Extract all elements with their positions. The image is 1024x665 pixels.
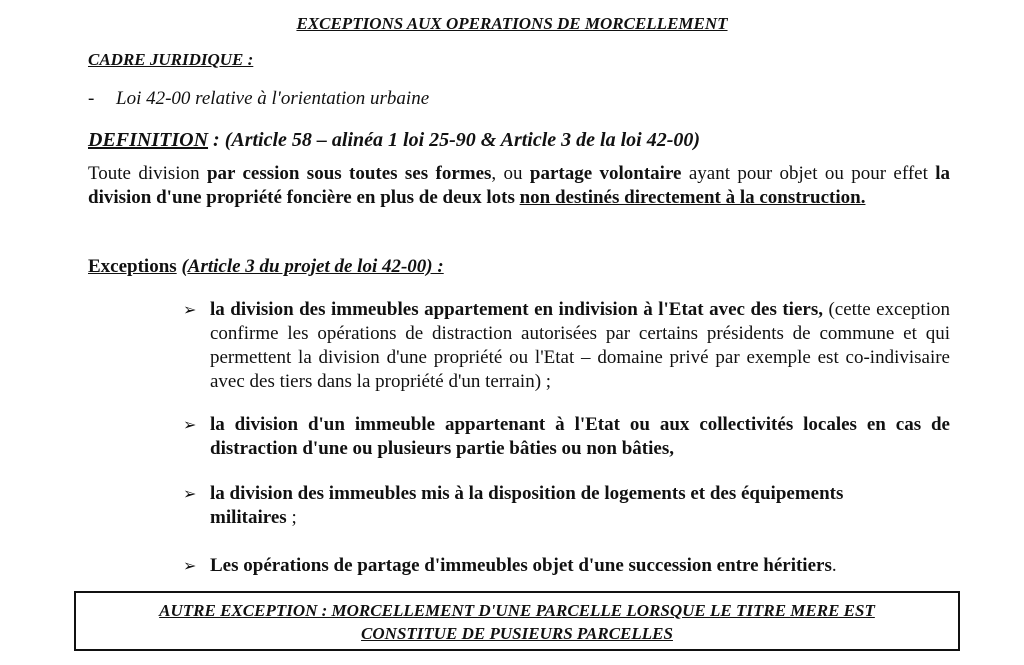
loi-text: Loi 42-00 relative à l'orientation urbaine [116,88,430,109]
cadre-juridique-heading: CADRE JURIDIQUE : [88,50,254,69]
exception-normal: ; [286,507,297,528]
loi-list-item [88,88,429,110]
definition-reference: : (Article 58 – alinéa 1 loi 25-90 & Article 3 de la loi 42-00) [208,129,701,151]
para-text: Toute division [88,163,207,184]
exception-normal: (cette exception confirme les opérations de distraction autorisées par certains présidents de commune et qui permettent la division d'une propriété ou l'Etat – domaine privé par exemple est co-indivisaire avec des tiers dans la propriété d'un terrain) ; [210,299,950,392]
arrow-bullet-icon: ➢ [183,300,197,319]
exception-bold: la division des immeubles appartement en indivision à l'Etat avec des tiers, [210,299,823,320]
definition-heading [88,129,700,152]
box-line: CONSTITUE DE PUSIEURS PARCELLES [361,624,673,643]
para-bold-underlined: non destinés directement à la construction. [519,187,866,208]
arrow-bullet-icon: ➢ [183,556,197,575]
para-bold: par cession sous toutes ses formes [206,163,492,184]
arrow-bullet-icon: ➢ [183,484,197,503]
other-exception-box [74,591,960,651]
definition-label: DEFINITION [88,129,209,151]
definition-paragraph [88,162,950,210]
arrow-bullet-icon: ➢ [183,415,197,434]
para-bold: partage volontaire [529,163,682,184]
list-dash: - [88,88,95,109]
exception-item [183,482,920,530]
exception-bold: la division des immeubles mis à la disposition de logements et des équipements militaires [210,483,844,528]
para-bold: la division d'une propriété foncière en plus de deux lots [88,163,950,208]
exception-item [183,413,950,461]
exception-normal: . [831,555,837,576]
exceptions-label: Exceptions [88,256,177,277]
exception-item [183,554,950,578]
exceptions-reference: (Article 3 du projet de loi 42-00) : [181,256,444,277]
exception-bold: Les opérations de partage d'immeubles objet d'une succession entre héritiers [210,555,832,576]
exceptions-heading [88,256,444,278]
exception-bold: la division d'un immeuble appartenant à l'Etat ou aux collectivités locales en cas de distraction d'une ou plusieurs partie bâties ou non bâties, [210,414,950,459]
box-line: AUTRE EXCEPTION : MORCELLEMENT D'UNE PARCELLE LORSQUE LE TITRE MERE EST [159,601,875,620]
exception-item [183,298,950,394]
para-text: ayant pour objet ou pour effet [681,163,936,184]
document-title: EXCEPTIONS AUX OPERATIONS DE MORCELLEMENT [296,14,728,33]
para-text: , ou [491,163,530,184]
